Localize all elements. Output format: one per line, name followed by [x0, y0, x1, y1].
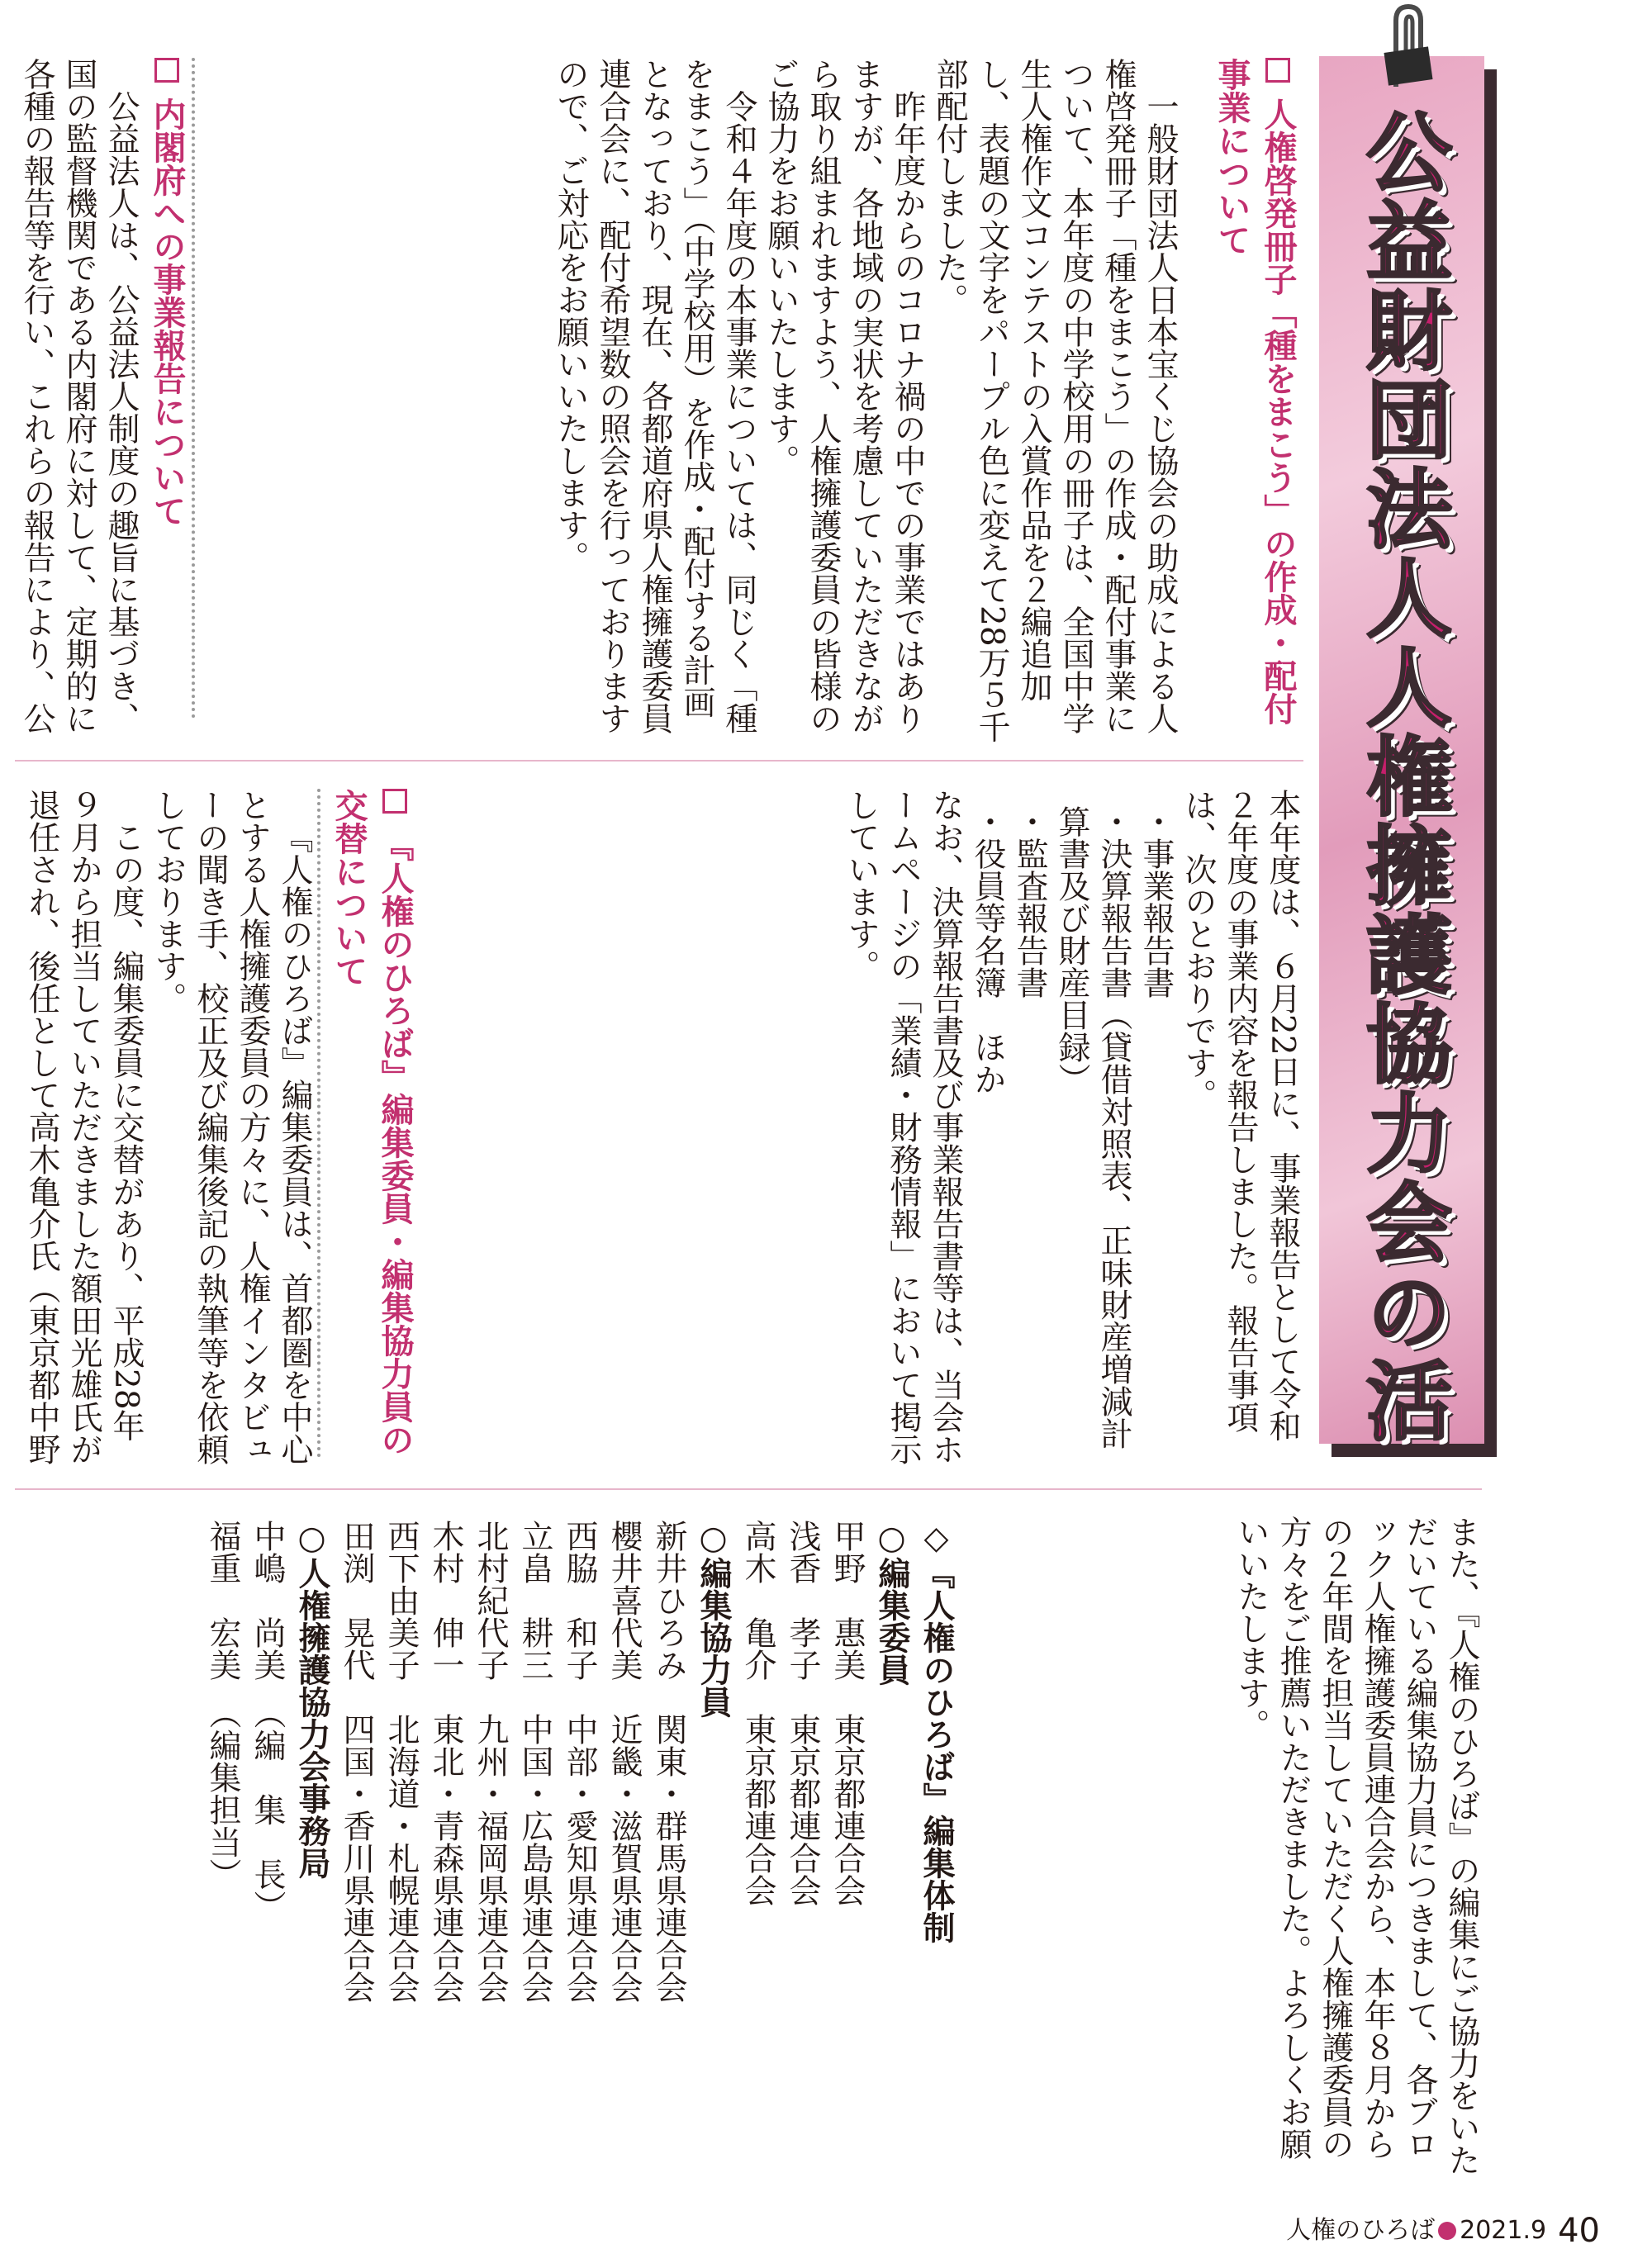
report-item: ・決算報告書（貸借対照表、正味財産増減計算書及び財産目録） [1053, 804, 1132, 1450]
section1-paragraph: 令和４年度の本事業については、同じく「種をまこう」（中学校用）を作成・配付する計画となっており、現在、各都道府県人権擁護委員連合会に、配付希望数の照会を行っておりますので、ご対応をお願いいたします。 [552, 58, 757, 734]
magazine-name: 人権のひろば [1286, 2215, 1436, 2245]
section2-heading: 内閣府への事業報告について [140, 58, 190, 743]
cooperators-heading: ○編集協力員 [695, 1520, 732, 1718]
list-item: 櫻井喜代美 近畿・滋賀県連合会 [605, 1520, 643, 2003]
section2-body-start [18, 58, 142, 743]
section1-paragraph: 昨年度からのコロナ禍の中での事業ではありますが、各地域の実状を考慮していただきながら取り組まれますよう、人権擁護委員の皆様のご協力をお願いいたします。 [762, 58, 926, 734]
section2-body-continued [420, 789, 1303, 1466]
list-item: 北村紀代子 九州・福岡県連合会 [472, 1520, 509, 2003]
list-item: 福重 宏美 （編集担当） [204, 1520, 241, 1891]
page-footer [1286, 2209, 1600, 2251]
list-item: 甲野 惠美 東京都連合会 [828, 1520, 866, 1906]
section3-heading: 『人権のひろば』編集委員・編集協力員の交替について [330, 789, 414, 1456]
page-title: 公益財団法人人権擁護協力会の活 [1351, 107, 1452, 1445]
bullet-dot-icon [1438, 2222, 1456, 2240]
section2-paragraph: 公益法人は、公益法人制度の趣旨に基づき、国の監督機関である内閣府に対して、定期的に各種の報告等を行い、これらの報告により、公 [18, 58, 140, 734]
section-divider-bottom [15, 1488, 1482, 1490]
list-item: 浅香 孝子 東京都連合会 [784, 1520, 821, 1906]
section3-paragraph: また、『人権のひろば』の編集にご協力をいただいている編集協力員につきまして、各ブロック人権擁護委員連合会から、本年８月からの２年間を担当していただく人権擁護委員の方々をご推薦いただきました。よろしくお願いいたします。 [1232, 1516, 1480, 2176]
report-item: ・役員等名簿 ほか [969, 804, 1006, 1095]
issue-date: 2021.9 [1460, 2215, 1547, 2245]
section3-body-start [18, 789, 316, 1466]
section3-paragraph: 『人権のひろば』編集委員は、首都圏を中心とする人権擁護委員の方々に、人権インタビューの聞き手、校正及び編集後記の執筆等を依頼しております。 [150, 789, 313, 1465]
report-item: ・監査報告書 [1011, 804, 1048, 999]
section2-note: なお、決算報告書及び事業報告書等は、当会ホームページの「業績・財務情報」において掲示しています。 [843, 789, 964, 1465]
checkbox-square-icon [382, 789, 407, 814]
paper-clip-icon [1379, 0, 1437, 91]
section2-paragraph: 本年度は、６月22日に、事業報告として令和２年度の事業内容を報告しました。報告事項は、次のとおりです。 [1180, 789, 1301, 1442]
list-item: 立畠 耕三 中国・広島県連合会 [516, 1520, 553, 2003]
list-item: 田渕 晃代 四国・香川県連合会 [338, 1520, 375, 2003]
page-number: 40 [1558, 2212, 1600, 2250]
section1-heading: 人権啓発冊子「種をまこう」の作成・配付事業について [1213, 58, 1297, 725]
checkbox-square-icon [1265, 58, 1290, 83]
roster-heading: ◇『人権のひろば』編集体制 [918, 1520, 955, 1943]
checkbox-square-icon [154, 58, 179, 83]
editorial-roster [50, 1520, 958, 2189]
editors-heading: ○編集委員 [873, 1520, 910, 1686]
section1-paragraph: 一般財団法人日本宝くじ協会の助成による人権啓発冊子「種をまこう」の作成・配付事業について、本年度の中学校用の冊子は、全国中学生人権作文コンテストの入賞作品を２編追加し、表題の文字をパープル色に変えて28万５千部配付しました。 [931, 58, 1179, 743]
list-item: 高木 亀介 東京都連合会 [739, 1520, 776, 1906]
section-divider-top [15, 760, 1303, 762]
office-heading: ○人権擁護協力会事務局 [293, 1520, 330, 1879]
dotted-divider-top [192, 58, 195, 719]
list-item: 木村 伸一 東北・青森県連合会 [427, 1520, 464, 2003]
section3-body-continued [962, 1516, 1483, 2185]
list-item: 西脇 和子 中部・愛知県連合会 [561, 1520, 598, 2003]
section1-body [537, 58, 1181, 743]
list-item: 中嶋 尚美 （編 集 長） [249, 1520, 286, 1923]
report-item: ・事業報告書 [1137, 804, 1175, 999]
list-item: 新井ひろみ 関東・群馬県連合会 [650, 1520, 687, 2003]
list-item: 西下由美子 北海道・札幌連合会 [382, 1520, 420, 2003]
section3-paragraph: この度、編集委員に交替があり、平成28年９月から担当していただきました額田光雄氏が退任され、後任として高木亀介氏（東京都中野 [23, 789, 145, 1465]
